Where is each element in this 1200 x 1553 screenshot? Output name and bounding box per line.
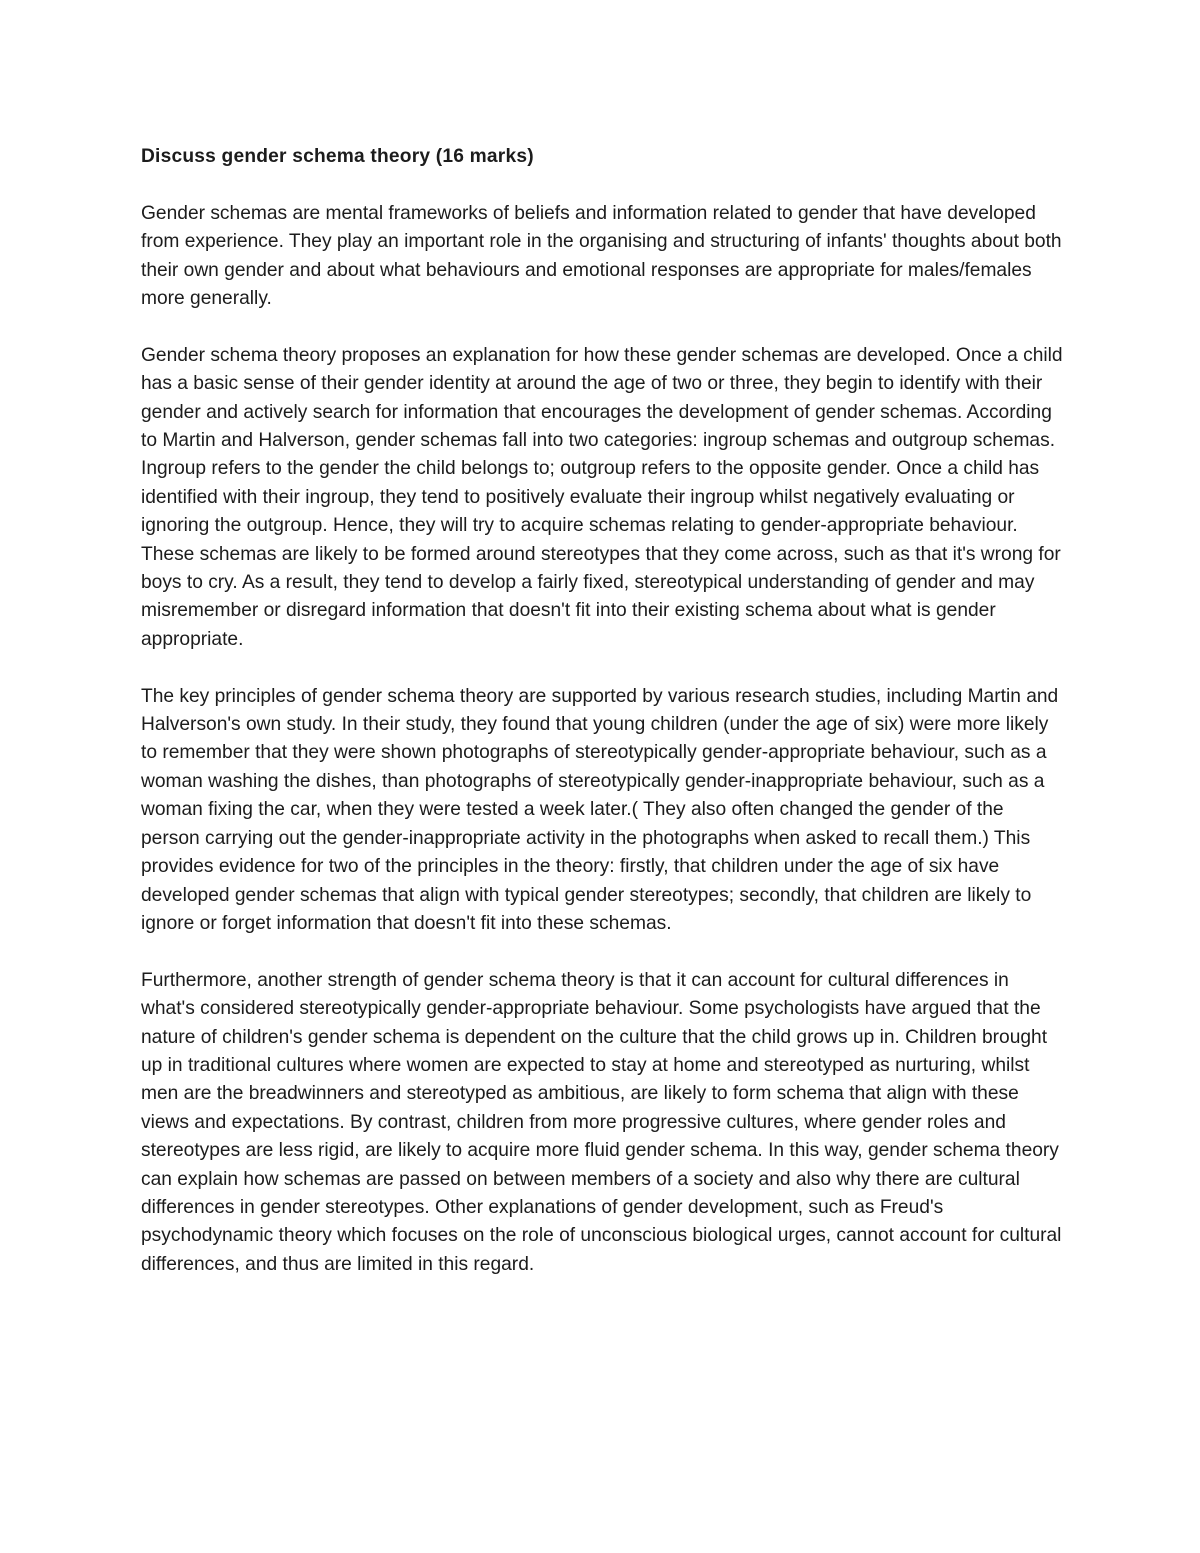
paragraph-research-support: The key principles of gender schema theory are supported by various research studies, including Martin and Halverson's own study. In their study, they found that young children (under the age of six) were more likely to remember that they were shown photographs of stereotypically gender-appropriate behaviour, such as a woman washing the dishes, than photographs of stereotypically gender-inappropriate behaviour, such as a woman fixing the car, when they were tested a week later.( They also often changed the gender of the person carrying out the gender-inappropriate activity in the photographs when asked to recall them.) This provides evidence for two of the principles in the theory: firstly, that children under the age of six have developed gender schemas that align with typical gender stereotypes; secondly, that children are likely to ignore or forget information that doesn't fit into these schemas. — [141, 685, 1059, 934]
document-title: Discuss gender schema theory (16 marks) — [141, 146, 534, 167]
document-body — [141, 143, 1066, 1279]
paragraph-theory-explanation: Gender schema theory proposes an explanation for how these gender schemas are developed. Once a child has a basic sense of their gender identity at around the age of two or three, they begin to identify with their gender and actively search for information that encourages the development of gender schemas. According to Martin and Halverson, gender schemas fall into two categories: ingroup schemas and outgroup schemas. Ingroup refers to the gender the child belongs to; outgroup refers to the opposite gender. Once a child has identified with their ingroup, they tend to positively evaluate their ingroup whilst negatively evaluating or ignoring the outgroup. Hence, they will try to acquire schemas relating to gender-appropriate behaviour. These schemas are likely to be formed around stereotypes that they come across, such as that it's wrong for boys to cry. As a result, they tend to develop a fairly fixed, stereotypical understanding of gender and may misremember or disregard information that doesn't fit into their existing schema about what is gender appropriate. — [141, 344, 1063, 650]
paragraph-cultural-differences: Furthermore, another strength of gender schema theory is that it can account for cultural differences in what's considered stereotypically gender-appropriate behaviour. Some psychologists have argued that the nature of children's gender schema is dependent on the culture that the child grows up in. Children brought up in traditional cultures where women are expected to stay at home and stereotyped as nurturing, whilst men are the breadwinners and stereotyped as ambitious, are likely to form schema that align with these views and expectations. By contrast, children from more progressive cultures, where gender roles and stereotypes are less rigid, are likely to acquire more fluid gender schema. In this way, gender schema theory can explain how schemas are passed on between members of a society and also why there are cultural differences in gender stereotypes. Other explanations of gender development, such as Freud's psychodynamic theory which focuses on the role of unconscious biological urges, cannot account for cultural differences, and thus are limited in this regard. — [141, 969, 1062, 1275]
paragraph-definition: Gender schemas are mental frameworks of beliefs and information related to gender that have developed from experience. They play an important role in the organising and structuring of infants' thoughts about both their own gender and about what behaviours and emotional responses are appropriate for males/females more generally. — [141, 202, 1062, 310]
